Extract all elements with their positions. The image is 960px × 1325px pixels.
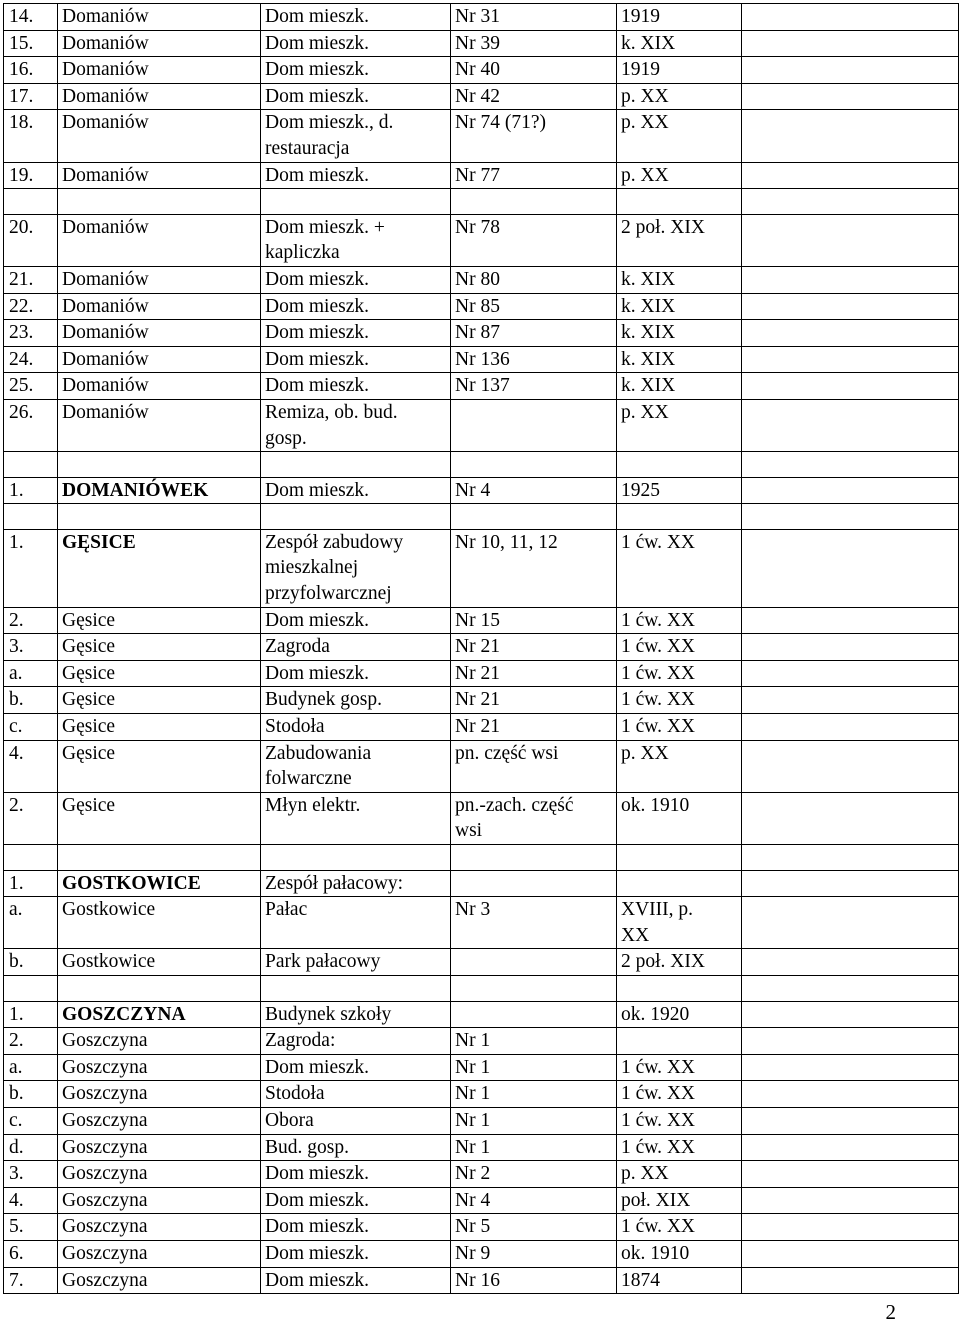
table-row bbox=[4, 660, 959, 687]
notes-cell bbox=[742, 452, 959, 478]
notes-cell bbox=[742, 320, 959, 347]
notes-cell bbox=[742, 714, 959, 741]
object-cell: Bud. gosp. bbox=[261, 1134, 451, 1161]
table-row bbox=[4, 1028, 959, 1055]
notes-cell bbox=[742, 1001, 959, 1028]
dating-cell: poł. XIX bbox=[617, 1187, 742, 1214]
dating-cell: 1 ćw. XX bbox=[617, 660, 742, 687]
object-cell: Dom mieszk. bbox=[261, 162, 451, 189]
address-cell: Nr 21 bbox=[451, 660, 617, 687]
locality-cell: Domaniów bbox=[58, 266, 261, 293]
notes-cell bbox=[742, 1081, 959, 1108]
locality-cell: Domaniów bbox=[58, 162, 261, 189]
row-number-cell: 1. bbox=[4, 529, 58, 607]
row-number-cell: 20. bbox=[4, 214, 58, 266]
locality-cell: Goszczyna bbox=[58, 1134, 261, 1161]
locality-cell: DOMANIÓWEK bbox=[58, 477, 261, 504]
dating-cell: p. XX bbox=[617, 83, 742, 110]
row-number-cell: 5. bbox=[4, 1214, 58, 1241]
locality-cell: Domaniów bbox=[58, 293, 261, 320]
table-row bbox=[4, 30, 959, 57]
locality-cell: GOSTKOWICE bbox=[58, 870, 261, 897]
notes-cell bbox=[742, 792, 959, 844]
dating-cell: k. XIX bbox=[617, 320, 742, 347]
object-cell: Dom mieszk. bbox=[261, 30, 451, 57]
table-row bbox=[4, 897, 959, 949]
object-cell: Dom mieszk. bbox=[261, 1054, 451, 1081]
notes-cell bbox=[742, 1134, 959, 1161]
table-row bbox=[4, 1267, 959, 1294]
row-number-cell: 4. bbox=[4, 1187, 58, 1214]
row-number-cell bbox=[4, 189, 58, 215]
address-cell: Nr 137 bbox=[451, 373, 617, 400]
table-row bbox=[4, 714, 959, 741]
row-number-cell bbox=[4, 975, 58, 1001]
locality-cell: Gęsice bbox=[58, 792, 261, 844]
row-number-cell: 23. bbox=[4, 320, 58, 347]
notes-cell bbox=[742, 214, 959, 266]
row-number-cell: a. bbox=[4, 1054, 58, 1081]
address-cell bbox=[451, 189, 617, 215]
address-cell bbox=[451, 399, 617, 451]
notes-cell bbox=[742, 477, 959, 504]
table-row bbox=[4, 607, 959, 634]
table-row bbox=[4, 399, 959, 451]
locality-cell: Gęsice bbox=[58, 714, 261, 741]
object-cell: Obora bbox=[261, 1107, 451, 1134]
notes-cell bbox=[742, 83, 959, 110]
notes-cell bbox=[742, 30, 959, 57]
row-number-cell bbox=[4, 504, 58, 530]
address-cell: Nr 21 bbox=[451, 687, 617, 714]
locality-cell: Goszczyna bbox=[58, 1161, 261, 1188]
locality-cell: Goszczyna bbox=[58, 1028, 261, 1055]
locality-cell: Goszczyna bbox=[58, 1107, 261, 1134]
object-cell: Zagroda bbox=[261, 634, 451, 661]
dating-cell: 1 ćw. XX bbox=[617, 1054, 742, 1081]
dating-cell: k. XIX bbox=[617, 293, 742, 320]
row-number-cell: 6. bbox=[4, 1240, 58, 1267]
locality-cell bbox=[58, 189, 261, 215]
row-number-cell: b. bbox=[4, 687, 58, 714]
object-cell: Dom mieszk., d. restauracja bbox=[261, 110, 451, 162]
dating-cell: p. XX bbox=[617, 740, 742, 792]
address-cell bbox=[451, 845, 617, 871]
row-number-cell: 22. bbox=[4, 293, 58, 320]
address-cell: Nr 1 bbox=[451, 1054, 617, 1081]
table-row bbox=[4, 845, 959, 871]
object-cell: Dom mieszk. bbox=[261, 346, 451, 373]
row-number-cell: 1. bbox=[4, 1001, 58, 1028]
object-cell: Dom mieszk. bbox=[261, 660, 451, 687]
address-cell: Nr 40 bbox=[451, 57, 617, 84]
dating-cell: p. XX bbox=[617, 1161, 742, 1188]
dating-cell: 1 ćw. XX bbox=[617, 529, 742, 607]
table-row bbox=[4, 189, 959, 215]
address-cell: Nr 77 bbox=[451, 162, 617, 189]
object-cell: Zespół pałacowy: bbox=[261, 870, 451, 897]
locality-cell: Domaniów bbox=[58, 373, 261, 400]
notes-cell bbox=[742, 845, 959, 871]
dating-cell: 1874 bbox=[617, 1267, 742, 1294]
locality-cell: Domaniów bbox=[58, 83, 261, 110]
table-row bbox=[4, 1054, 959, 1081]
dating-cell: 1919 bbox=[617, 4, 742, 31]
row-number-cell: 19. bbox=[4, 162, 58, 189]
notes-cell bbox=[742, 870, 959, 897]
object-cell: Dom mieszk. bbox=[261, 57, 451, 84]
table-row bbox=[4, 529, 959, 607]
row-number-cell: c. bbox=[4, 714, 58, 741]
object-cell: Zagroda: bbox=[261, 1028, 451, 1055]
table-row bbox=[4, 1240, 959, 1267]
locality-cell: Goszczyna bbox=[58, 1267, 261, 1294]
notes-cell bbox=[742, 189, 959, 215]
notes-cell bbox=[742, 1240, 959, 1267]
row-number-cell bbox=[4, 452, 58, 478]
address-cell bbox=[451, 975, 617, 1001]
table-row bbox=[4, 266, 959, 293]
address-cell: Nr 2 bbox=[451, 1161, 617, 1188]
row-number-cell: 17. bbox=[4, 83, 58, 110]
notes-cell bbox=[742, 687, 959, 714]
table-row bbox=[4, 1081, 959, 1108]
locality-cell bbox=[58, 975, 261, 1001]
object-cell: Dom mieszk. bbox=[261, 477, 451, 504]
row-number-cell: 7. bbox=[4, 1267, 58, 1294]
address-cell: Nr 1 bbox=[451, 1134, 617, 1161]
object-cell: Dom mieszk. bbox=[261, 320, 451, 347]
monument-register-table bbox=[3, 3, 959, 1294]
locality-cell: Goszczyna bbox=[58, 1054, 261, 1081]
table-row bbox=[4, 687, 959, 714]
dating-cell: 1 ćw. XX bbox=[617, 634, 742, 661]
address-cell: Nr 1 bbox=[451, 1081, 617, 1108]
dating-cell: p. XX bbox=[617, 399, 742, 451]
notes-cell bbox=[742, 399, 959, 451]
table-row bbox=[4, 975, 959, 1001]
notes-cell bbox=[742, 1054, 959, 1081]
locality-cell: Goszczyna bbox=[58, 1187, 261, 1214]
object-cell: Dom mieszk. bbox=[261, 1240, 451, 1267]
address-cell: Nr 78 bbox=[451, 214, 617, 266]
locality-cell: Goszczyna bbox=[58, 1240, 261, 1267]
locality-cell: Domaniów bbox=[58, 214, 261, 266]
object-cell bbox=[261, 189, 451, 215]
notes-cell bbox=[742, 504, 959, 530]
address-cell bbox=[451, 452, 617, 478]
row-number-cell: 2. bbox=[4, 607, 58, 634]
object-cell: Pałac bbox=[261, 897, 451, 949]
locality-cell: Gostkowice bbox=[58, 949, 261, 976]
page-number: 2 bbox=[885, 1300, 896, 1324]
notes-cell bbox=[742, 1028, 959, 1055]
object-cell: Stodoła bbox=[261, 1081, 451, 1108]
address-cell: Nr 1 bbox=[451, 1028, 617, 1055]
notes-cell bbox=[742, 607, 959, 634]
dating-cell: k. XIX bbox=[617, 266, 742, 293]
row-number-cell: 3. bbox=[4, 634, 58, 661]
notes-cell bbox=[742, 293, 959, 320]
row-number-cell: 2. bbox=[4, 792, 58, 844]
dating-cell: 1 ćw. XX bbox=[617, 714, 742, 741]
row-number-cell: 26. bbox=[4, 399, 58, 451]
address-cell: Nr 21 bbox=[451, 714, 617, 741]
dating-cell bbox=[617, 189, 742, 215]
address-cell: Nr 80 bbox=[451, 266, 617, 293]
dating-cell: 1925 bbox=[617, 477, 742, 504]
dating-cell: XVIII, p. XX bbox=[617, 897, 742, 949]
object-cell: Dom mieszk. bbox=[261, 266, 451, 293]
notes-cell bbox=[742, 1267, 959, 1294]
object-cell: Dom mieszk. bbox=[261, 4, 451, 31]
object-cell: Budynek gosp. bbox=[261, 687, 451, 714]
address-cell: Nr 21 bbox=[451, 634, 617, 661]
table-row bbox=[4, 293, 959, 320]
table-row bbox=[4, 477, 959, 504]
object-cell bbox=[261, 975, 451, 1001]
address-cell: pn.-zach. część wsi bbox=[451, 792, 617, 844]
notes-cell bbox=[742, 1161, 959, 1188]
address-cell: Nr 42 bbox=[451, 83, 617, 110]
table-row bbox=[4, 1214, 959, 1241]
row-number-cell: 3. bbox=[4, 1161, 58, 1188]
dating-cell: 1 ćw. XX bbox=[617, 1107, 742, 1134]
table-row bbox=[4, 740, 959, 792]
locality-cell: Gęsice bbox=[58, 607, 261, 634]
dating-cell: 2 poł. XIX bbox=[617, 214, 742, 266]
table-row bbox=[4, 870, 959, 897]
dating-cell: k. XIX bbox=[617, 373, 742, 400]
row-number-cell: 21. bbox=[4, 266, 58, 293]
notes-cell bbox=[742, 4, 959, 31]
address-cell: Nr 16 bbox=[451, 1267, 617, 1294]
address-cell: Nr 4 bbox=[451, 477, 617, 504]
address-cell: Nr 136 bbox=[451, 346, 617, 373]
row-number-cell: b. bbox=[4, 949, 58, 976]
row-number-cell: 2. bbox=[4, 1028, 58, 1055]
object-cell: Park pałacowy bbox=[261, 949, 451, 976]
table-row bbox=[4, 83, 959, 110]
table-row bbox=[4, 373, 959, 400]
dating-cell: 2 poł. XIX bbox=[617, 949, 742, 976]
table-row bbox=[4, 320, 959, 347]
object-cell: Zespół zabudowy mieszkalnej przyfolwarcznej bbox=[261, 529, 451, 607]
notes-cell bbox=[742, 634, 959, 661]
dating-cell bbox=[617, 452, 742, 478]
locality-cell: Gęsice bbox=[58, 660, 261, 687]
notes-cell bbox=[742, 373, 959, 400]
dating-cell: ok. 1910 bbox=[617, 1240, 742, 1267]
row-number-cell: 14. bbox=[4, 4, 58, 31]
table-row bbox=[4, 1001, 959, 1028]
notes-cell bbox=[742, 1107, 959, 1134]
dating-cell: k. XIX bbox=[617, 30, 742, 57]
table-row bbox=[4, 1161, 959, 1188]
table-row bbox=[4, 504, 959, 530]
address-cell: Nr 31 bbox=[451, 4, 617, 31]
locality-cell: Gęsice bbox=[58, 740, 261, 792]
notes-cell bbox=[742, 346, 959, 373]
dating-cell: ok. 1910 bbox=[617, 792, 742, 844]
object-cell: Dom mieszk. bbox=[261, 373, 451, 400]
locality-cell: Domaniów bbox=[58, 399, 261, 451]
locality-cell: Gostkowice bbox=[58, 897, 261, 949]
object-cell: Dom mieszk. bbox=[261, 293, 451, 320]
dating-cell bbox=[617, 975, 742, 1001]
row-number-cell: 16. bbox=[4, 57, 58, 84]
object-cell: Młyn elektr. bbox=[261, 792, 451, 844]
object-cell bbox=[261, 504, 451, 530]
notes-cell bbox=[742, 1187, 959, 1214]
address-cell: Nr 9 bbox=[451, 1240, 617, 1267]
dating-cell: k. XIX bbox=[617, 346, 742, 373]
table-row bbox=[4, 1134, 959, 1161]
address-cell: Nr 1 bbox=[451, 1107, 617, 1134]
table-row bbox=[4, 110, 959, 162]
row-number-cell: 1. bbox=[4, 870, 58, 897]
address-cell: Nr 5 bbox=[451, 1214, 617, 1241]
notes-cell bbox=[742, 975, 959, 1001]
row-number-cell: 25. bbox=[4, 373, 58, 400]
locality-cell: GOSZCZYNA bbox=[58, 1001, 261, 1028]
object-cell: Dom mieszk. bbox=[261, 607, 451, 634]
locality-cell: Domaniów bbox=[58, 30, 261, 57]
row-number-cell: 24. bbox=[4, 346, 58, 373]
address-cell: Nr 4 bbox=[451, 1187, 617, 1214]
row-number-cell: b. bbox=[4, 1081, 58, 1108]
dating-cell: ok. 1920 bbox=[617, 1001, 742, 1028]
dating-cell: 1 ćw. XX bbox=[617, 1081, 742, 1108]
row-number-cell bbox=[4, 845, 58, 871]
locality-cell: GĘSICE bbox=[58, 529, 261, 607]
object-cell: Dom mieszk. bbox=[261, 83, 451, 110]
address-cell: Nr 10, 11, 12 bbox=[451, 529, 617, 607]
address-cell: Nr 3 bbox=[451, 897, 617, 949]
notes-cell bbox=[742, 162, 959, 189]
register-body bbox=[4, 4, 959, 1294]
table-row bbox=[4, 57, 959, 84]
notes-cell bbox=[742, 57, 959, 84]
object-cell: Zabudowania folwarczne bbox=[261, 740, 451, 792]
object-cell: Budynek szkoły bbox=[261, 1001, 451, 1028]
locality-cell: Domaniów bbox=[58, 320, 261, 347]
dating-cell: 1 ćw. XX bbox=[617, 687, 742, 714]
table-row bbox=[4, 4, 959, 31]
table-row bbox=[4, 792, 959, 844]
dating-cell bbox=[617, 845, 742, 871]
row-number-cell: 1. bbox=[4, 477, 58, 504]
dating-cell bbox=[617, 504, 742, 530]
address-cell: pn. część wsi bbox=[451, 740, 617, 792]
table-row bbox=[4, 214, 959, 266]
row-number-cell: c. bbox=[4, 1107, 58, 1134]
object-cell: Dom mieszk. bbox=[261, 1214, 451, 1241]
row-number-cell: 18. bbox=[4, 110, 58, 162]
row-number-cell: 15. bbox=[4, 30, 58, 57]
locality-cell: Goszczyna bbox=[58, 1214, 261, 1241]
table-row bbox=[4, 346, 959, 373]
address-cell bbox=[451, 949, 617, 976]
dating-cell: 1 ćw. XX bbox=[617, 607, 742, 634]
table-row bbox=[4, 1187, 959, 1214]
notes-cell bbox=[742, 897, 959, 949]
locality-cell: Gęsice bbox=[58, 687, 261, 714]
locality-cell bbox=[58, 845, 261, 871]
table-row bbox=[4, 634, 959, 661]
object-cell: Dom mieszk. bbox=[261, 1267, 451, 1294]
object-cell bbox=[261, 452, 451, 478]
notes-cell bbox=[742, 266, 959, 293]
address-cell bbox=[451, 1001, 617, 1028]
locality-cell: Goszczyna bbox=[58, 1081, 261, 1108]
address-cell: Nr 74 (71?) bbox=[451, 110, 617, 162]
address-cell: Nr 85 bbox=[451, 293, 617, 320]
notes-cell bbox=[742, 949, 959, 976]
dating-cell: 1919 bbox=[617, 57, 742, 84]
locality-cell: Domaniów bbox=[58, 4, 261, 31]
row-number-cell: a. bbox=[4, 897, 58, 949]
dating-cell: 1 ćw. XX bbox=[617, 1134, 742, 1161]
locality-cell bbox=[58, 504, 261, 530]
address-cell: Nr 39 bbox=[451, 30, 617, 57]
dating-cell: p. XX bbox=[617, 162, 742, 189]
object-cell: Remiza, ob. bud. gosp. bbox=[261, 399, 451, 451]
locality-cell: Domaniów bbox=[58, 346, 261, 373]
locality-cell: Gęsice bbox=[58, 634, 261, 661]
address-cell: Nr 15 bbox=[451, 607, 617, 634]
notes-cell bbox=[742, 660, 959, 687]
table-row bbox=[4, 452, 959, 478]
address-cell bbox=[451, 504, 617, 530]
locality-cell: Domaniów bbox=[58, 57, 261, 84]
locality-cell: Domaniów bbox=[58, 110, 261, 162]
row-number-cell: d. bbox=[4, 1134, 58, 1161]
notes-cell bbox=[742, 1214, 959, 1241]
row-number-cell: 4. bbox=[4, 740, 58, 792]
notes-cell bbox=[742, 740, 959, 792]
dating-cell: p. XX bbox=[617, 110, 742, 162]
dating-cell bbox=[617, 870, 742, 897]
dating-cell bbox=[617, 1028, 742, 1055]
address-cell bbox=[451, 870, 617, 897]
dating-cell: 1 ćw. XX bbox=[617, 1214, 742, 1241]
notes-cell bbox=[742, 529, 959, 607]
table-row bbox=[4, 1107, 959, 1134]
object-cell bbox=[261, 845, 451, 871]
object-cell: Dom mieszk. + kapliczka bbox=[261, 214, 451, 266]
table-row bbox=[4, 949, 959, 976]
object-cell: Stodoła bbox=[261, 714, 451, 741]
address-cell: Nr 87 bbox=[451, 320, 617, 347]
row-number-cell: a. bbox=[4, 660, 58, 687]
notes-cell bbox=[742, 110, 959, 162]
object-cell: Dom mieszk. bbox=[261, 1187, 451, 1214]
object-cell: Dom mieszk. bbox=[261, 1161, 451, 1188]
table-row bbox=[4, 162, 959, 189]
locality-cell bbox=[58, 452, 261, 478]
